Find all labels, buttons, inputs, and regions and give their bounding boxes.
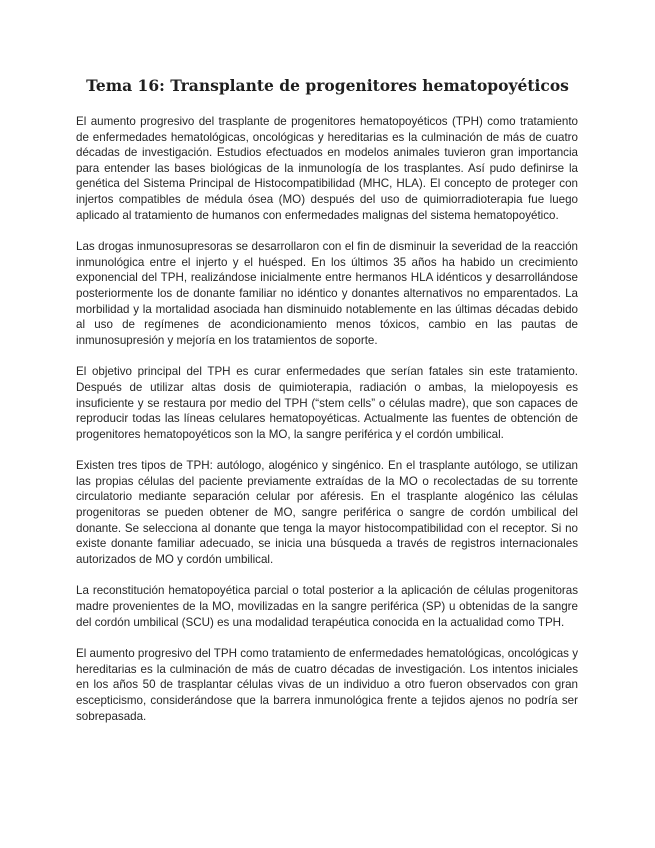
page-title: Tema 16: Transplante de progenitores hematopoyéticos	[86, 76, 569, 95]
paragraph-5: La reconstitución hematopoyética parcial o total posterior a la aplicación de células progenitoras madre provenientes de la MO, movilizadas en la sangre periférica (SP) u obtenidas de la sangre del cordón umbilical (SCU) es una modalidad terapéutica conocida en la actualidad como TPH.	[76, 584, 578, 629]
paragraph-1: El aumento progresivo del trasplante de progenitores hematopoyéticos (TPH) como tratamiento de enfermedades hematológicas, oncológicas y hereditarias es la culminación de más de cuatro décadas de investigación. Estudios efectuados en modelos animales tuvieron gran importancia para entender las bases biológicas de la inmunología de los trasplantes. Así pudo definirse la genética del Sistema Principal de Histocompatibilidad (MHC, HLA). El concepto de proteger con injertos compatibles de médula ósea (MO) después del uso de quimiorradioterapia fue luego aplicado al tratamiento de humanos con enfermedades malignas del sistema hematopoyético.	[76, 115, 578, 222]
paragraph-2: Las drogas inmunosupresoras se desarrollaron con el fin de disminuir la severidad de la reacción inmunológica entre el injerto y el huésped. En los últimos 35 años ha habido un crecimiento exponencial del TPH, realizándose inicialmente entre hermanos HLA idénticos y desarrollándose posteriormente los de donante familiar no idéntico y donantes alternativos no emparentados. La morbilidad y la mortalidad asociada han disminuido notablemente en las últimas décadas debido al uso de regímenes de acondicionamiento menos tóxicos, cambio en las pautas de inmunosupresión y mejoría en los tratamientos de soporte.	[76, 240, 578, 347]
paragraph-6: El aumento progresivo del TPH como tratamiento de enfermedades hematológicas, oncológicas y hereditarias es la culminación de más de cuatro décadas de investigación. Los intentos iniciales en los años 50 de trasplantar células vivas de un individuo a otro fueron observados con gran escepticismo, considerándose que la barrera inmunológica frente a tejidos ajenos no podría ser sobrepasada.	[76, 647, 578, 723]
paragraph-3: El objetivo principal del TPH es curar enfermedades que serían fatales sin este tratamiento. Después de utilizar altas dosis de quimioterapia, radiación o ambas, la mielopoyesis es insuficiente y se restaura por medio del TPH (“stem cells” o células madre), que son capaces de reproducir todas las líneas celulares hematopoyéticas. Actualmente las fuentes de obtención de progenitores hematopoyéticos son la MO, la sangre periférica y el cordón umbilical.	[76, 365, 578, 441]
document-body	[76, 114, 578, 740]
paragraph-4: Existen tres tipos de TPH: autólogo, alogénico y singénico. En el trasplante autólogo, se utilizan las propias células del paciente previamente extraídas de la MO o recolectadas de su torrente circulatorio mediante separación celular por aféresis. En el trasplante alogénico las células progenitoras se pueden obtener de MO, sangre periférica o sangre de cordón umbilical del donante. Se selecciona al donante que tenga la mayor histocompatibilidad con el receptor. Si no existe donante familiar adecuado, se inicia una búsqueda a través de registros internacionales autorizados de MO y cordón umbilical.	[76, 459, 578, 566]
